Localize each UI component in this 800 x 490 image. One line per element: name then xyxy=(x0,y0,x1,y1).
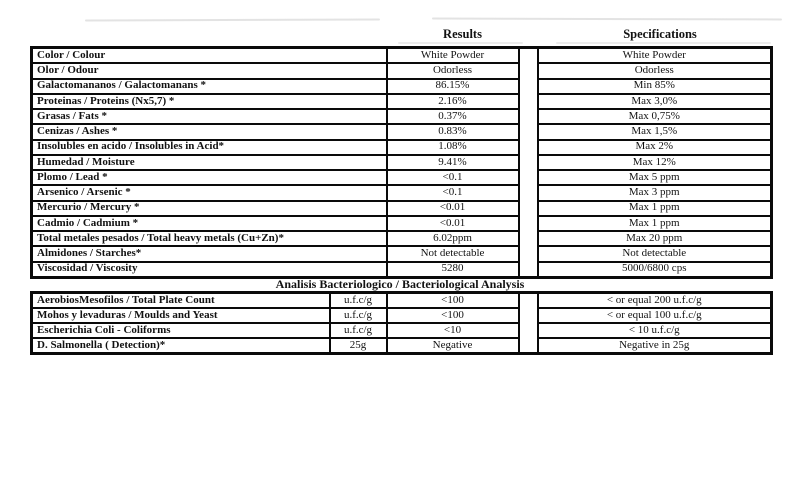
table-row xyxy=(32,338,772,354)
spec-value: Max 0,75% xyxy=(538,109,772,124)
column-spacer xyxy=(519,308,538,323)
analyte-label: Plomo / Lead * xyxy=(32,170,387,185)
table-row xyxy=(32,63,772,78)
spec-value: Max 12% xyxy=(538,155,772,170)
analyte-label: Grasas / Fats * xyxy=(32,109,387,124)
table-row xyxy=(32,109,772,124)
result-value: 6.02ppm xyxy=(387,231,519,246)
result-value: 5280 xyxy=(387,262,519,278)
unit-value: 25g xyxy=(330,338,387,354)
column-spacer xyxy=(519,216,538,231)
spec-value: 5000/6800 cps xyxy=(538,262,772,278)
table-row xyxy=(32,79,772,94)
analyte-label: Mohos y levaduras / Moulds and Yeast xyxy=(32,308,330,323)
analyte-label: Mercurio / Mercury * xyxy=(32,201,387,216)
result-value: <0.1 xyxy=(387,185,519,200)
table-row xyxy=(32,124,772,139)
result-value: <10 xyxy=(387,323,519,338)
spec-value: Max 3,0% xyxy=(538,94,772,109)
column-spacer xyxy=(519,79,538,94)
table-row xyxy=(32,216,772,231)
table-row xyxy=(32,140,772,155)
spec-value: Max 1 ppm xyxy=(538,216,772,231)
column-spacer xyxy=(519,338,538,354)
table-row xyxy=(32,231,772,246)
analyte-label: Escherichia Coli - Coliforms xyxy=(32,323,330,338)
column-spacer xyxy=(519,323,538,338)
spec-value: Negative in 25g xyxy=(538,338,772,354)
scan-artifact xyxy=(432,18,782,21)
spec-value: Not detectable xyxy=(538,246,772,261)
table-row xyxy=(32,185,772,200)
analyte-label: Cenizas / Ashes * xyxy=(32,124,387,139)
table-row xyxy=(32,293,772,309)
result-value: <0.01 xyxy=(387,216,519,231)
spec-value: Odorless xyxy=(538,63,772,78)
result-value: 0.83% xyxy=(387,124,519,139)
result-value: Odorless xyxy=(387,63,519,78)
table-row xyxy=(32,246,772,261)
spec-value: Max 3 ppm xyxy=(538,185,772,200)
result-value: White Powder xyxy=(387,48,519,64)
analyte-label: Cadmio / Cadmium * xyxy=(32,216,387,231)
spec-value: White Powder xyxy=(538,48,772,64)
analyte-label: Proteinas / Proteins (Nx5,7) * xyxy=(32,94,387,109)
table-row xyxy=(32,155,772,170)
analyte-label: Arsenico / Arsenic * xyxy=(32,185,387,200)
result-value: <0.01 xyxy=(387,201,519,216)
column-spacer xyxy=(519,231,538,246)
scan-artifact xyxy=(85,18,380,21)
analyte-label: AerobiosMesofilos / Total Plate Count xyxy=(32,293,330,309)
scan-artifact xyxy=(556,42,771,44)
analyte-label: Humedad / Moisture xyxy=(32,155,387,170)
analyte-label: Insolubles en acido / Insolubles in Acid* xyxy=(32,140,387,155)
analyte-label: Galactomananos / Galactomanans * xyxy=(32,79,387,94)
analyte-label: Color / Colour xyxy=(32,48,387,64)
column-spacer xyxy=(519,140,538,155)
table-row xyxy=(32,262,772,278)
physicochemical-table xyxy=(30,46,773,279)
column-spacer xyxy=(519,246,538,261)
column-spacer xyxy=(519,170,538,185)
spec-value: Min 85% xyxy=(538,79,772,94)
spec-value: Max 5 ppm xyxy=(538,170,772,185)
result-value: Not detectable xyxy=(387,246,519,261)
analyte-label: Almidones / Starches* xyxy=(32,246,387,261)
result-value: <100 xyxy=(387,308,519,323)
unit-value: u.f.c/g xyxy=(330,323,387,338)
table-row xyxy=(32,308,772,323)
column-spacer xyxy=(519,293,538,309)
column-spacer xyxy=(519,262,538,278)
result-value: 1.08% xyxy=(387,140,519,155)
analyte-label: Total metales pesados / Total heavy metals (Cu+Zn)* xyxy=(32,231,387,246)
results-column-header: Results xyxy=(443,27,482,41)
scan-artifact xyxy=(398,42,523,44)
column-spacer xyxy=(519,185,538,200)
table-row xyxy=(32,323,772,338)
table-row xyxy=(32,94,772,109)
result-value: <100 xyxy=(387,293,519,309)
table-row xyxy=(32,201,772,216)
spec-value: Max 1,5% xyxy=(538,124,772,139)
bacteriological-table xyxy=(30,291,773,355)
column-spacer xyxy=(519,201,538,216)
spec-value: < 10 u.f.c/g xyxy=(538,323,772,338)
table-row xyxy=(32,170,772,185)
table-row xyxy=(32,48,772,64)
result-value: 2.16% xyxy=(387,94,519,109)
column-spacer xyxy=(519,94,538,109)
spec-value: Max 1 ppm xyxy=(538,201,772,216)
spec-value: < or equal 200 u.f.c/g xyxy=(538,293,772,309)
column-spacer xyxy=(519,155,538,170)
spec-value: Max 20 ppm xyxy=(538,231,772,246)
unit-value: u.f.c/g xyxy=(330,293,387,309)
column-spacer xyxy=(519,48,538,64)
analyte-label: D. Salmonella ( Detection)* xyxy=(32,338,330,354)
result-value: 9.41% xyxy=(387,155,519,170)
spec-value: < or equal 100 u.f.c/g xyxy=(538,308,772,323)
spec-value: Max 2% xyxy=(538,140,772,155)
column-spacer xyxy=(519,109,538,124)
result-value: <0.1 xyxy=(387,170,519,185)
result-value: 86.15% xyxy=(387,79,519,94)
specifications-column-header: Specifications xyxy=(623,27,697,41)
result-value: 0.37% xyxy=(387,109,519,124)
unit-value: u.f.c/g xyxy=(330,308,387,323)
column-spacer xyxy=(519,124,538,139)
bacteriological-section-title: Analisis Bacteriologico / Bacteriological Analysis xyxy=(275,277,525,291)
result-value: Negative xyxy=(387,338,519,354)
column-spacer xyxy=(519,63,538,78)
analyte-label: Viscosidad / Viscosity xyxy=(32,262,387,278)
analyte-label: Olor / Odour xyxy=(32,63,387,78)
